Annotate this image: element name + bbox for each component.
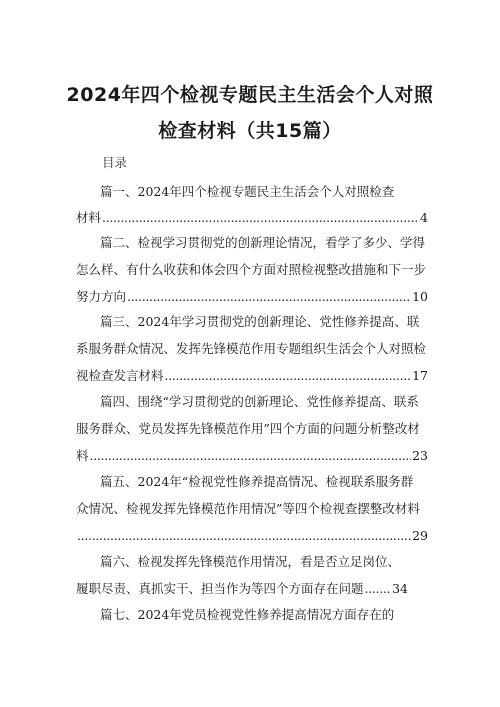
leader-dots	[102, 209, 419, 226]
toc-entry-1-page: 4	[420, 210, 428, 225]
toc-entry-4-line-1[interactable]: 篇四、围绕“学习贯彻党的创新理论、党性修养提高、联系	[100, 394, 419, 409]
toc-entry-2-line-2[interactable]: 怎么样、有什么收获和体会四个方面对照检视整改措施和下一步	[76, 262, 427, 277]
leader-dots	[90, 447, 412, 464]
toc-entry-3-last-line[interactable]	[76, 367, 428, 384]
toc-entry-5-last-line[interactable]	[76, 527, 428, 544]
toc-label: 目录	[102, 155, 128, 170]
toc-entry-1-last-line[interactable]	[76, 209, 428, 226]
toc-entry-2-tail: 努力方向	[76, 289, 127, 304]
document-title-line-2: 检查材料（共15篇）	[158, 120, 342, 142]
toc-entry-3-page: 17	[412, 368, 428, 383]
leader-dots	[77, 527, 411, 544]
document-title-line-1: 2024年四个检视专题民主生活会个人对照	[66, 84, 434, 106]
leader-dots	[127, 288, 411, 305]
toc-entry-5-line-2[interactable]: 众情况、检视发挥先锋模范作用情况”等四个检视查摆整改材料	[76, 501, 420, 516]
toc-entry-1-tail: 材料	[76, 210, 102, 225]
toc-entry-4-last-line[interactable]	[76, 447, 428, 464]
toc-entry-6-last-line[interactable]	[76, 580, 408, 597]
toc-entry-4-page: 23	[412, 448, 428, 463]
toc-entry-6-tail: 履职尽责、真抓实干、担当作为等四个方面存在问题	[76, 581, 364, 596]
toc-entry-2-line-1[interactable]: 篇二、检视学习贯彻党的创新理论情况，看学了多少、学得	[100, 235, 426, 250]
toc-entry-6-page: 34	[392, 581, 408, 596]
toc-entry-7-line-1[interactable]: 篇七、2024年党员检视党性修养提高情况方面存在的	[100, 607, 395, 622]
toc-entry-3-line-2[interactable]: 系服务群众情况、发挥先锋模范作用专题组织生活会个人对照检	[76, 341, 427, 356]
leader-dots	[165, 367, 412, 384]
toc-entry-3-tail: 视检查发言材料	[76, 368, 164, 383]
toc-entry-4-tail: 料	[76, 448, 89, 463]
toc-entry-5-page: 29	[412, 528, 428, 543]
leader-dots	[365, 580, 392, 597]
toc-entry-4-line-2[interactable]: 服务群众、党员发挥先锋模范作用”四个方面的问题分析整改材	[76, 421, 420, 436]
toc-entry-2-page: 10	[412, 289, 428, 304]
toc-entry-2-last-line[interactable]	[76, 288, 428, 305]
toc-entry-3-line-1[interactable]: 篇三、2024年学习贯彻党的创新理论、党性修养提高、联	[100, 314, 420, 329]
toc-entry-6-line-1[interactable]: 篇六、检视发挥先锋模范作用情况，看是否立足岗位、	[100, 554, 401, 569]
toc-entry-1-line-1[interactable]: 篇一、2024年四个检视专题民主生活会个人对照检查	[100, 184, 395, 199]
toc-entry-5-line-1[interactable]: 篇五、2024年“检视党性修养提高情况、检视联系服务群	[100, 474, 414, 489]
